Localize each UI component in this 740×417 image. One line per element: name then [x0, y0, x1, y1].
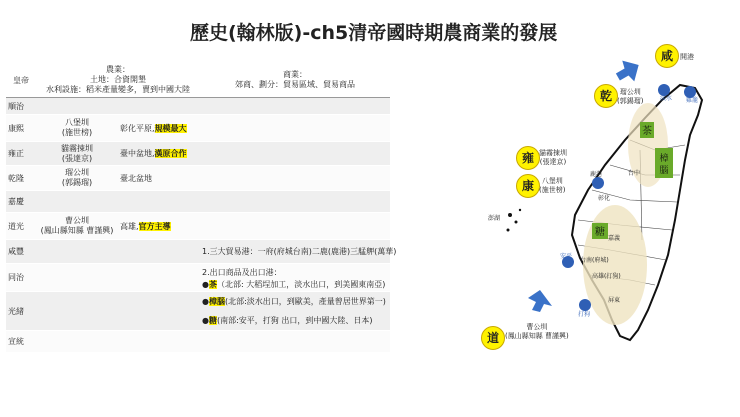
region-cell [118, 213, 200, 240]
map-maowu: 貓霧捒圳 (張達京) [539, 149, 567, 166]
emperor-cell: 咸豐 [6, 240, 36, 264]
trade-cell [200, 166, 390, 191]
region-cell [118, 292, 200, 331]
map-jiayi: 嘉義 [608, 235, 621, 242]
map-lugang: 鹿港 [590, 171, 603, 178]
map-babao: 八堡圳 (施世榜) [539, 177, 566, 194]
map-kaohsiung: 高雄(打狗) [592, 273, 621, 280]
map-anping: 安平 [560, 253, 573, 260]
table-row [6, 264, 390, 292]
table-row [6, 142, 390, 166]
trade-cell [200, 331, 390, 353]
emperor-cell: 順治 [6, 98, 36, 115]
dagou-port-dot [579, 299, 591, 311]
tag-xianfeng: 咸 [655, 44, 679, 68]
trade-cell [200, 98, 390, 115]
emperor-cell: 道光 [6, 213, 36, 240]
table-row [6, 191, 390, 213]
canal-cell: 曹公圳 (鳳山縣知縣 曹謹興) [36, 213, 118, 240]
sugar-highlight: 糖 [208, 316, 217, 325]
region-text: 高雄, [120, 221, 139, 231]
canal-cell [36, 264, 118, 292]
table-row [6, 240, 390, 264]
map-jilong: 雞籠 [686, 97, 699, 104]
highlight-text: 官方主導 [138, 221, 171, 231]
map-pingdong: 屏東 [608, 297, 621, 304]
south-arrow [528, 290, 552, 312]
tea-highlight: 茶 [208, 280, 217, 289]
canal-cell: 八堡圳 (施世榜) [36, 115, 118, 142]
header-trade-line2: 郊商、劃分：貿易區域、貿易商品 [235, 80, 355, 89]
table-row [6, 331, 390, 353]
trade-cell [200, 213, 390, 240]
lugang-port-dot [592, 177, 604, 189]
region-text: 彰化平原, [120, 123, 155, 133]
map-zhanghua: 彰化 [598, 195, 611, 202]
emperor-cell: 嘉慶 [6, 191, 36, 213]
tag-qianlong: 乾 [594, 84, 618, 108]
table-row [6, 98, 390, 115]
region-cell [118, 142, 200, 166]
camphor-highlight: 樟腦 [208, 297, 225, 306]
map-tainan: 台南(府城) [580, 257, 609, 264]
trade-cell [200, 115, 390, 142]
map-caogong: 曹公圳 (鳳山縣知縣 曹謹興) [505, 323, 569, 340]
region-cell [118, 264, 200, 292]
map-taizhong: 台中 [628, 170, 641, 177]
highlight-text: 漢原合作 [154, 149, 187, 158]
north-arrow [612, 55, 645, 88]
emperor-cell: 雍正 [6, 142, 36, 166]
map-liugong: 瑠公圳 (郭錫瑠) [617, 88, 644, 105]
table-row [6, 115, 390, 142]
trade-cell [200, 292, 390, 331]
region-cell [118, 98, 200, 115]
emperor-cell: 宣統 [6, 331, 36, 353]
camphor-desc: (北部:淡水出口，到歐美，產量曾居世界第一) [224, 297, 386, 306]
map-dagou: 打狗 [578, 311, 591, 318]
tag-daoguang: 道 [481, 326, 505, 350]
trade-item-tea: ●茶（北部: 大稻埕加工，淡水出口，到美國東南亞) [202, 280, 386, 289]
canal-cell [36, 331, 118, 353]
map-danshui: 淡水 [660, 95, 673, 102]
region-text: 臺中盆地, [120, 149, 155, 158]
penghu-islands [507, 209, 522, 232]
canal-cell: 瑠公圳 (郭錫瑠) [36, 166, 118, 191]
trade-export-heading: 2.出口商品及出口港： [202, 268, 282, 277]
table-row [6, 292, 390, 331]
region-cell [118, 166, 200, 191]
canal-cell [36, 240, 118, 264]
header-trade-line1: 商業： [283, 70, 307, 79]
region-cell [118, 331, 200, 353]
header-emperor: 皇帝 [6, 63, 36, 98]
table-row [6, 213, 390, 240]
header-agri-line1: 農業： [106, 65, 130, 74]
sugar-desc: (南部:安平，打狗 出口，到中國大陸、日本) [216, 316, 373, 325]
history-table [6, 63, 397, 353]
header-agri-line2: 土地：合資開墾 [90, 75, 146, 84]
canal-cell [36, 292, 118, 331]
trade-ports-line: 1.三大貿易港：一府(府城台南)二鹿(鹿港)三艋舺(萬華) [202, 247, 397, 256]
table-header-row [6, 63, 390, 98]
tea-map-label: 茶 [642, 126, 652, 137]
emperor-cell: 康熙 [6, 115, 36, 142]
trade-cell [200, 142, 390, 166]
emperor-cell: 同治 [6, 264, 36, 292]
sugar-map-label: 糖 [595, 227, 605, 238]
tag-kangxi: 康 [516, 174, 540, 198]
canal-cell: 貓霧捒圳 (張達京) [36, 142, 118, 166]
page-title: 歷史(翰林版)-ch5清帝國時期農商業的發展 [190, 22, 558, 44]
map-port-open: 開港 [680, 53, 694, 61]
trade-cell [200, 264, 390, 292]
camphor-map-label-2: 腦 [659, 166, 669, 176]
header-agriculture [36, 63, 200, 98]
canal-cell [36, 191, 118, 213]
tea-desc: （北部: 大稻埕加工，淡水出口，到美國東南亞) [216, 280, 386, 289]
trade-item-camphor: ●樟腦(北部:淡水出口，到歐美，產量曾居世界第一) [202, 297, 386, 306]
header-agri-line3: 水利設施：稻米產量變多，賣到中國大陸 [46, 85, 190, 94]
emperor-cell: 乾隆 [6, 166, 36, 191]
trade-cell [200, 240, 397, 264]
tag-yongzheng: 雍 [516, 146, 540, 170]
region-cell [118, 115, 200, 142]
region-text: 臺北盆地 [120, 173, 152, 183]
camphor-map-label: 樟 [659, 154, 669, 164]
emperor-cell: 光緒 [6, 292, 36, 331]
canal-cell [36, 98, 118, 115]
table-row [6, 166, 390, 191]
region-cell [118, 240, 200, 264]
trade-item-sugar: ●糖(南部:安平，打狗 出口，到中國大陸、日本) [202, 316, 373, 325]
region-cell [118, 191, 200, 213]
trade-cell [200, 191, 390, 213]
header-commerce [200, 63, 390, 98]
highlight-text: 規模最大 [154, 123, 187, 133]
map-penghu: 澎湖 [488, 215, 501, 222]
